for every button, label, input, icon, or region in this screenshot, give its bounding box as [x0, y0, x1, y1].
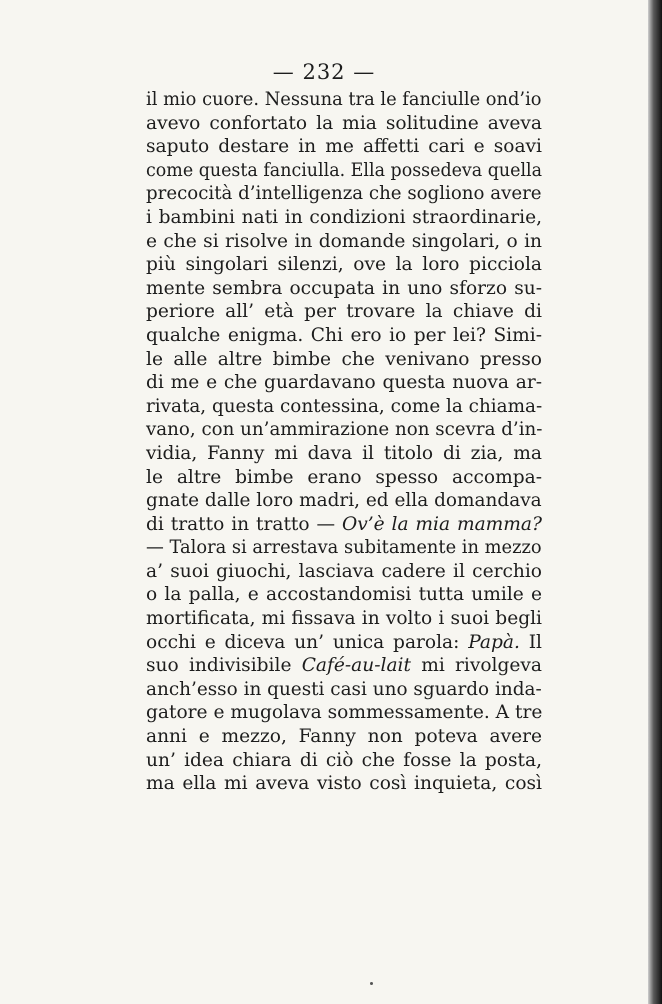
text-line: gatore e mugolava sommessamente. A tre [146, 702, 543, 724]
page-edge-shadow [648, 0, 662, 1004]
page-number: — 232 — [272, 60, 376, 84]
text-line: o la palla, e accostandomisi tutta umile e [146, 584, 542, 606]
text-line: come questa fanciulla. Ella possedeva quella [146, 159, 543, 181]
text-line: ma ella mi aveva visto così inquieta, così [146, 773, 542, 795]
text-fragment: Il [528, 631, 542, 653]
text-line: più singolari silenzi, ove la loro picciola [146, 254, 542, 276]
italic-phrase: Papà. [468, 631, 520, 653]
text-line: un’ idea chiara di ciò che fosse la posta, [146, 749, 542, 771]
text-line: mortificata, mi fissava in volto i suoi begli [146, 608, 542, 630]
text-line: vano, con un’ammirazione non scevra d’in- [146, 419, 543, 441]
paper-speck [370, 982, 373, 985]
text-fragment: di tratto in tratto — [146, 513, 336, 535]
text-line: gnate dalle loro madri, ed ella domandava [146, 490, 542, 512]
text-line: i bambini nati in condizioni straordinarie, [146, 206, 542, 228]
text-fragment: suo indivisibile [146, 655, 292, 677]
text-line: le altre bimbe erano spesso accompa- [146, 466, 542, 488]
text-line: a’ suoi giuochi, lasciava cadere il cerchio [146, 560, 542, 582]
text-line: anch’esso in questi casi uno sguardo inda- [146, 678, 542, 700]
text-line: avevo confortato la mia solitudine aveva [146, 112, 542, 134]
text-line: periore all’ età per trovare la chiave di [146, 301, 542, 323]
text-line: le alle altre bimbe che venivano presso [146, 348, 542, 370]
text-line: il mio cuore. Nessuna tra le fanciulle ond’io [146, 89, 542, 110]
text-line: anni e mezzo, Fanny non poteva avere [146, 726, 542, 748]
text-fragment: occhi e diceva un’ unica parola: [146, 631, 460, 653]
text-line: mente sembra occupata in uno sforzo su- [146, 277, 542, 299]
italic-phrase: Ov’è la mia mamma? [341, 513, 542, 535]
text-line: e che si risolve in domande singolari, o in [146, 230, 542, 252]
italic-phrase: Café-au-lait [301, 655, 411, 677]
text-line: — Talora si arrestava subitamente in mezzo [146, 537, 542, 559]
body-text [146, 88, 542, 796]
text-line-mixed [146, 631, 542, 655]
text-line: rivata, questa contessina, come la chiama- [146, 395, 543, 417]
text-fragment: mi rivolgeva [421, 655, 542, 677]
text-line: di me e che guardavano questa nuova ar- [146, 372, 542, 394]
text-line: precocità d’intelligenza che sogliono avere [146, 183, 542, 205]
text-line: vidia, Fanny mi dava il titolo di zia, ma [146, 442, 542, 464]
text-line: saputo destare in me affetti cari e soavi [146, 136, 542, 158]
text-line-mixed [146, 654, 542, 678]
text-line-mixed [146, 513, 542, 537]
text-line: qualche enigma. Chi ero io per lei? Simi- [146, 324, 542, 346]
